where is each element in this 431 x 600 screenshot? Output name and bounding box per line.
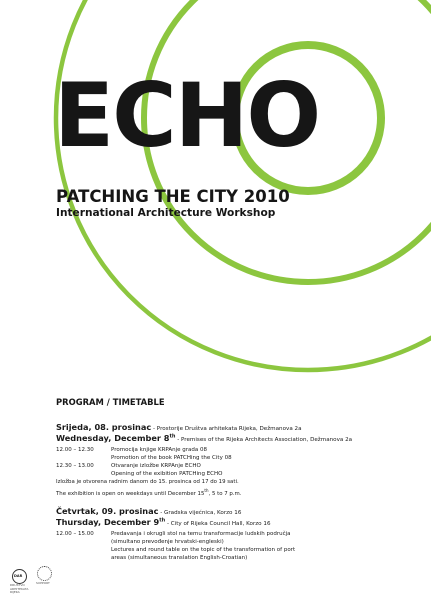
day2-location-hr: - Gradska vijećnica, Korzo 16 bbox=[158, 510, 242, 516]
poster-subtitle: PATCHING THE CITY 2010 bbox=[56, 187, 290, 206]
day1-location-hr: - Prostorije Društva arhitekata Rijeka, Dežmanova 2a bbox=[151, 426, 302, 432]
exhibition-note-hr: Izložba je otvorena radnim danom do 15. prosinca od 17 do 19 sati. bbox=[56, 479, 239, 485]
partner-logo-icon bbox=[37, 566, 52, 581]
dar-logo-icon: DAR bbox=[12, 569, 27, 584]
day2-date-en-suffix: th bbox=[159, 517, 166, 524]
day2-heading-en bbox=[56, 517, 271, 527]
day1-date-en-suffix: th bbox=[169, 433, 176, 440]
poster-title: ECHO bbox=[54, 64, 320, 167]
exhibition-note bbox=[56, 479, 241, 498]
ring-outer bbox=[56, 0, 431, 370]
program-heading: PROGRAM / TIMETABLE bbox=[56, 397, 165, 407]
day1-date-en: Wednesday, December 8 bbox=[56, 433, 170, 443]
day1-heading-hr bbox=[56, 422, 302, 432]
dar-logo-caption: DRUŠTVO ARHITEKATA RIJEKA bbox=[10, 583, 29, 595]
day1-heading-en bbox=[56, 433, 352, 443]
day2-location-en: - City of Rijeka Council Hall, Korzo 16 bbox=[165, 521, 271, 527]
schedule-time: 12.00 – 15.00 bbox=[56, 531, 94, 537]
partner-logo-caption: SUPPORT bbox=[36, 581, 50, 585]
schedule-time: 12.00 – 12.30 bbox=[56, 447, 94, 453]
day2-date-en: Thursday, December 9 bbox=[56, 517, 160, 527]
day1-location-en: - Premises of the Rijeka Architects Association, Dežmanova 2a bbox=[175, 437, 353, 443]
schedule-desc: Promocija knjige KRPAnje grada 08 Promotion of the book PATCHing the City 08 bbox=[111, 447, 232, 461]
day1-date-hr: Srijeda, 08. prosinac bbox=[56, 422, 152, 432]
day2-date-hr: Četvrtak, 09. prosinac bbox=[56, 506, 159, 516]
schedule-time: 12.30 – 13.00 bbox=[56, 463, 94, 469]
schedule-desc: Predavanja i okrugli stol na temu transformacije ludskih područja (simultano prevođenje hrvatski-engleski) Lectures and round table on the topic of the transformation of port areas (simultaneous translation English-Croatian) bbox=[111, 531, 296, 561]
poster-subtitle-secondary: International Architecture Workshop bbox=[56, 207, 276, 219]
day2-heading-hr bbox=[56, 506, 241, 516]
exhibition-note-en: The exhibition is open on weekdays until December 15th, 5 to 7 p.m. bbox=[56, 487, 242, 497]
schedule-desc: Otvaranje izložbe KRPAnje ECHO Opening of the exibition PATCHing ECHO bbox=[111, 463, 223, 477]
